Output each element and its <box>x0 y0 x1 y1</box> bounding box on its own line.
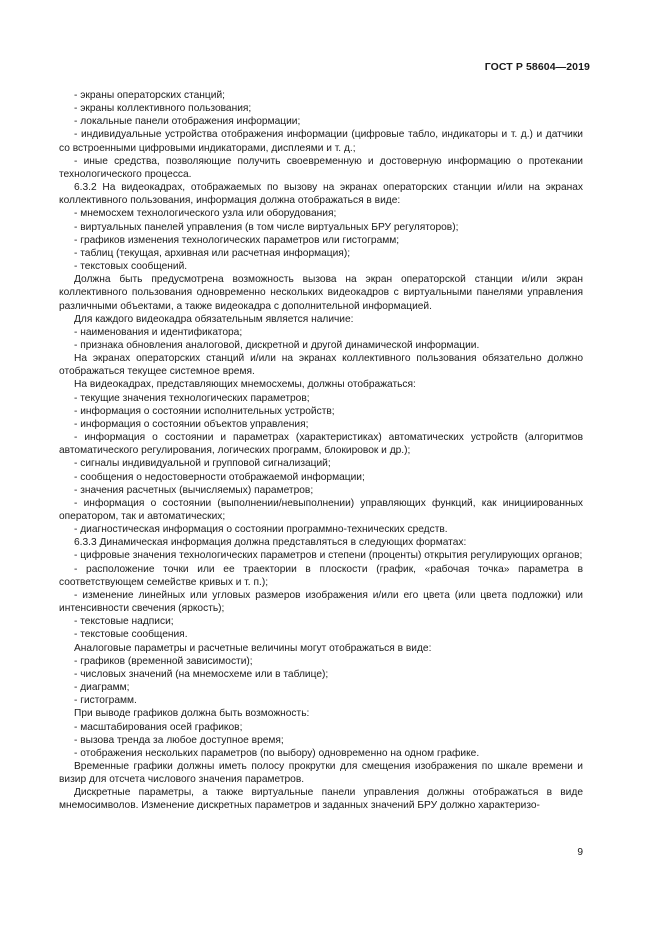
body-paragraph: Аналоговые параметры и расчетные величины могут отображаться в виде: <box>74 642 432 654</box>
list-item: - наименования и идентификатора; <box>74 326 243 338</box>
list-item: - виртуальных панелей управления (в том числе виртуальных БРУ регуляторов); <box>74 221 459 233</box>
list-item: - информация о состоянии объектов управления; <box>74 418 309 430</box>
document-body <box>59 89 583 813</box>
clause-6-3-2: 6.3.2 На видеокадрах, отображаемых по вызову на экранах операторских станции и/или на экранах коллективного пользования, информация должна отображаться в виде: <box>59 182 583 207</box>
list-item: - отображения нескольких параметров (по выбору) одновременно на одном графике. <box>74 747 480 759</box>
list-item: - числовых значений (на мнемосхеме или в таблице); <box>74 668 329 680</box>
list-item: - значения расчетных (вычисляемых) параметров; <box>74 484 314 496</box>
list-item: - индивидуальные устройства отображения информации (цифровые табло, индикаторы и т. д.) и датчики со встроенными цифровыми индикаторами, дисплеями и т. д.; <box>59 129 583 154</box>
clause-6-3-3: 6.3.3 Динамическая информация должна представляться в следующих форматах: <box>74 537 467 549</box>
list-item: - диагностическая информация о состоянии программно-технических средств. <box>74 524 448 536</box>
list-item: - экраны операторских станций; <box>74 90 225 101</box>
list-item: - расположение точки или ее траектории в плоскости (график, «рабочая точка» параметра в соответствующем семействе кривых и т. п.); <box>59 563 583 588</box>
list-item: - мнемосхем технологического узла или оборудования; <box>74 208 337 220</box>
body-paragraph: Дискретные параметры, а также виртуальные панели управления должны отображаться в виде мнемосимволов. Изменение дискретных параметров и заданных значений БРУ должно характеризо- <box>59 787 583 812</box>
list-item: - цифровые значения технологических параметров и степени (проценты) открытия регулирующих органов; <box>74 550 583 562</box>
list-item: - диаграмм; <box>74 682 130 694</box>
body-paragraph: Должна быть предусмотрена возможность вызова на экран операторской станции и/или экран коллективного пользования одновременно нескольких видеокадров с виртуальными панелями управления различными объектами, а также видеокадра с дополнительной информацией. <box>59 274 583 312</box>
body-paragraph: При выводе графиков должна быть возможность: <box>74 708 310 720</box>
list-item: - текстовые сообщения. <box>74 629 188 641</box>
list-item: - графиков изменения технологических параметров или гистограмм; <box>74 234 400 246</box>
list-item: - вызова тренда за любое доступное время; <box>74 734 284 746</box>
list-item: - сообщения о недостоверности отображаемой информации; <box>74 471 365 483</box>
list-item: - текстовые надписи; <box>74 616 174 628</box>
list-item: - иные средства, позволяющие получить своевременную и достоверную информацию о протекании технологического процесса. <box>59 155 583 180</box>
list-item: - гистограмм. <box>74 695 137 707</box>
body-paragraph: На видеокадрах, представляющих мнемосхемы, должны отображаться: <box>74 379 416 391</box>
list-item: - масштабирования осей графиков; <box>74 721 243 733</box>
document-standard-id: ГОСТ Р 58604—2019 <box>484 61 590 73</box>
list-item: - таблиц (текущая, архивная или расчетная информация); <box>74 247 351 259</box>
list-item: - текстовых сообщений. <box>74 261 188 273</box>
body-paragraph: Для каждого видеокадра обязательным является наличие: <box>74 313 354 325</box>
list-item: - изменение линейных или угловых размеров изображения и/или его цвета (или цвета подложки) или интенсивности свечения (яркость); <box>59 589 583 615</box>
list-item: - локальные панели отображения информации; <box>74 116 301 128</box>
body-paragraph: Временные графики должны иметь полосу прокрутки для смещения изображения по шкале времени и визир для отсчета числового значения параметров. <box>59 760 583 786</box>
page-number: 9 <box>577 847 583 858</box>
list-item: - информация о состоянии (выполнении/невыполнении) управляющих функций, как инициированных оператором, так и автоматических; <box>59 497 583 522</box>
list-item: - признака обновления аналоговой, дискретной и другой динамической информации. <box>74 339 480 351</box>
list-item: - экраны коллективного пользования; <box>74 103 252 115</box>
body-paragraph: На экранах операторских станций и/или на экранах коллективного пользования обязательно должно отображаться текущее системное время. <box>59 353 583 378</box>
list-item: - информация о состоянии и параметрах (характеристиках) автоматических устройств (алгоритмов автоматического регулирования, логических программ, блокировок и др.); <box>59 432 583 457</box>
list-item: - графиков (временной зависимости); <box>74 655 253 667</box>
list-item: - сигналы индивидуальной и групповой сигнализаций; <box>74 458 331 470</box>
list-item: - информация о состоянии исполнительных устройств; <box>74 405 335 417</box>
list-item: - текущие значения технологических параметров; <box>74 392 310 404</box>
